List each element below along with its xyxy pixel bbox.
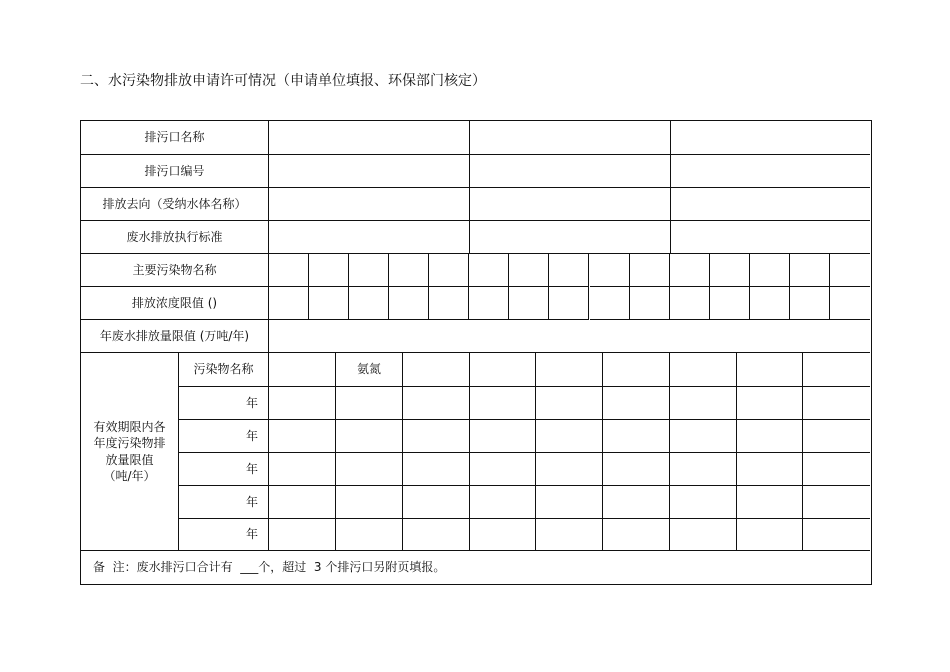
year-limit-cell-r3-5[interactable] bbox=[536, 453, 603, 486]
permit-table bbox=[80, 120, 872, 585]
year-limit-cell-r2-2[interactable] bbox=[336, 420, 403, 453]
year-limit-cell-r5-6[interactable] bbox=[603, 519, 670, 551]
outlet-name-cell-2[interactable] bbox=[470, 121, 671, 155]
year-label-1: 年 bbox=[179, 387, 269, 420]
year-limit-cell-r4-4[interactable] bbox=[469, 486, 536, 519]
standard-cell-3[interactable] bbox=[671, 221, 870, 254]
year-limit-cell-r2-7[interactable] bbox=[670, 420, 737, 453]
year-limit-cell-r1-8[interactable] bbox=[736, 387, 803, 420]
concentration-cell-6[interactable] bbox=[469, 287, 509, 320]
yearly-limit-label bbox=[81, 353, 179, 551]
concentration-cell-13[interactable] bbox=[750, 287, 790, 320]
concentration-cell-7[interactable] bbox=[509, 287, 549, 320]
year-label-5: 年 bbox=[179, 519, 269, 551]
year-limit-cell-r5-5[interactable] bbox=[536, 519, 603, 551]
pollutant-header-cell-6[interactable] bbox=[603, 353, 670, 387]
concentration-cell-5[interactable] bbox=[429, 287, 469, 320]
note-blank[interactable]: ___ bbox=[240, 559, 259, 574]
standard-cell-2[interactable] bbox=[470, 221, 671, 254]
concentration-cell-11[interactable] bbox=[670, 287, 710, 320]
year-limit-cell-r4-2[interactable] bbox=[336, 486, 403, 519]
year-limit-cell-r5-9[interactable] bbox=[803, 519, 870, 551]
year-limit-cell-r2-5[interactable] bbox=[536, 420, 603, 453]
year-limit-cell-r5-2[interactable] bbox=[336, 519, 403, 551]
section-heading: 二、水污染物排放申请许可情况（申请单位填报、环保部门核定） bbox=[80, 73, 486, 89]
year-limit-cell-r3-3[interactable] bbox=[403, 453, 470, 486]
year-limit-cell-r1-1[interactable] bbox=[269, 387, 336, 420]
concentration-cell-4[interactable] bbox=[389, 287, 429, 320]
pollutant-cell-1[interactable] bbox=[269, 254, 309, 287]
pollutant-header-cell-1[interactable] bbox=[269, 353, 336, 387]
row-label-outlet-name: 排污口名称 bbox=[81, 121, 269, 155]
concentration-cell-1[interactable] bbox=[269, 287, 309, 320]
yearly-limit-label-line-3: 放量限值 bbox=[105, 452, 154, 467]
pollutant-cell-3[interactable] bbox=[349, 254, 389, 287]
note-row bbox=[81, 551, 870, 583]
year-label-2: 年 bbox=[179, 420, 269, 453]
yearly-limit-label-line-2: 年度污染物排 bbox=[93, 436, 166, 451]
year-label-4: 年 bbox=[179, 486, 269, 519]
discharge-to-cell-2[interactable] bbox=[470, 188, 671, 221]
row-label-discharge-to: 排放去向（受纳水体名称） bbox=[81, 188, 269, 221]
year-limit-cell-r4-7[interactable] bbox=[670, 486, 737, 519]
year-limit-cell-r3-8[interactable] bbox=[736, 453, 803, 486]
year-limit-cell-r5-4[interactable] bbox=[469, 519, 536, 551]
year-limit-cell-r3-7[interactable] bbox=[670, 453, 737, 486]
year-limit-cell-r2-1[interactable] bbox=[269, 420, 336, 453]
year-limit-cell-r3-1[interactable] bbox=[269, 453, 336, 486]
outlet-name-cell-3[interactable] bbox=[671, 121, 870, 155]
year-limit-cell-r3-9[interactable] bbox=[803, 453, 870, 486]
year-limit-cell-r5-1[interactable] bbox=[269, 519, 336, 551]
pollutant-name-header: 污染物名称 bbox=[179, 353, 269, 387]
year-limit-cell-r2-3[interactable] bbox=[403, 420, 470, 453]
yearly-limit-label-line-1: 有效期限内各 bbox=[93, 420, 166, 435]
year-limit-cell-r3-6[interactable] bbox=[603, 453, 670, 486]
year-limit-cell-r3-4[interactable] bbox=[469, 453, 536, 486]
concentration-cell-12[interactable] bbox=[710, 287, 750, 320]
year-limit-cell-r2-4[interactable] bbox=[469, 420, 536, 453]
pollutant-cell-8[interactable] bbox=[549, 254, 589, 287]
pollutant-cell-10[interactable] bbox=[630, 254, 670, 287]
year-limit-cell-r4-3[interactable] bbox=[403, 486, 470, 519]
pollutant-cell-15[interactable] bbox=[830, 254, 870, 287]
year-limit-cell-r1-4[interactable] bbox=[469, 387, 536, 420]
pollutant-cell-4[interactable] bbox=[389, 254, 429, 287]
concentration-cell-14[interactable] bbox=[790, 287, 830, 320]
pollutant-cell-7[interactable] bbox=[509, 254, 549, 287]
pollutant-header-cell-8[interactable] bbox=[736, 353, 803, 387]
year-limit-cell-r5-8[interactable] bbox=[736, 519, 803, 551]
concentration-cell-3[interactable] bbox=[349, 287, 389, 320]
year-limit-cell-r1-9[interactable] bbox=[803, 387, 870, 420]
yearly-limit-label-line-4: （吨/年） bbox=[103, 468, 156, 483]
pollutant-cell-9[interactable] bbox=[590, 254, 630, 287]
pollutant-cell-14[interactable] bbox=[790, 254, 830, 287]
year-limit-cell-r1-7[interactable] bbox=[670, 387, 737, 420]
pollutant-header-cell-3[interactable] bbox=[403, 353, 470, 387]
annual-limit-cell[interactable] bbox=[269, 320, 870, 353]
concentration-cell-15[interactable] bbox=[830, 287, 870, 320]
discharge-to-cell-1[interactable] bbox=[269, 188, 470, 221]
year-limit-cell-r2-9[interactable] bbox=[803, 420, 870, 453]
discharge-to-cell-3[interactable] bbox=[671, 188, 870, 221]
pollutant-header-cell-5[interactable] bbox=[536, 353, 603, 387]
row-label-main-pollutants: 主要污染物名称 bbox=[81, 254, 269, 287]
pollutant-header-cell-7[interactable] bbox=[670, 353, 737, 387]
pollutant-cell-2[interactable] bbox=[309, 254, 349, 287]
concentration-cell-2[interactable] bbox=[309, 287, 349, 320]
year-limit-cell-r5-3[interactable] bbox=[403, 519, 470, 551]
year-limit-cell-r4-1[interactable] bbox=[269, 486, 336, 519]
row-label-concentration-limit: 排放浓度限值 () bbox=[81, 287, 269, 320]
pollutant-cell-13[interactable] bbox=[750, 254, 790, 287]
year-limit-cell-r1-2[interactable] bbox=[336, 387, 403, 420]
outlet-number-cell-2[interactable] bbox=[470, 155, 671, 188]
row-label-annual-limit: 年废水排放量限值 (万吨/年) bbox=[81, 320, 269, 353]
note-prefix: 备 注：废水排污口合计有 bbox=[93, 559, 241, 574]
year-limit-cell-r3-2[interactable] bbox=[336, 453, 403, 486]
outlet-number-cell-1[interactable] bbox=[269, 155, 470, 188]
pollutant-cell-6[interactable] bbox=[469, 254, 509, 287]
concentration-cell-10[interactable] bbox=[630, 287, 670, 320]
outlet-name-cell-1[interactable] bbox=[269, 121, 470, 155]
row-label-outlet-number: 排污口编号 bbox=[81, 155, 269, 188]
pollutant-header-cell-4[interactable] bbox=[469, 353, 536, 387]
year-limit-cell-r4-5[interactable] bbox=[536, 486, 603, 519]
pollutant-header-ammonia: 氨氮 bbox=[336, 353, 403, 387]
row-label-standard: 废水排放执行标准 bbox=[81, 221, 269, 254]
standard-cell-1[interactable] bbox=[269, 221, 470, 254]
year-limit-cell-r4-9[interactable] bbox=[803, 486, 870, 519]
pollutant-cell-11[interactable] bbox=[670, 254, 710, 287]
concentration-cell-9[interactable] bbox=[590, 287, 630, 320]
year-limit-cell-r2-6[interactable] bbox=[603, 420, 670, 453]
note-suffix: 个，超过 3 个排污口另附页填报。 bbox=[258, 559, 446, 574]
outlet-number-cell-3[interactable] bbox=[671, 155, 870, 188]
pollutant-cell-12[interactable] bbox=[710, 254, 750, 287]
pollutant-header-cell-9[interactable] bbox=[803, 353, 870, 387]
pollutant-cell-5[interactable] bbox=[429, 254, 469, 287]
concentration-cell-8[interactable] bbox=[549, 287, 589, 320]
year-limit-cell-r4-6[interactable] bbox=[603, 486, 670, 519]
year-limit-cell-r1-5[interactable] bbox=[536, 387, 603, 420]
year-limit-cell-r1-3[interactable] bbox=[403, 387, 470, 420]
year-limit-cell-r4-8[interactable] bbox=[736, 486, 803, 519]
year-label-3: 年 bbox=[179, 453, 269, 486]
year-limit-cell-r1-6[interactable] bbox=[603, 387, 670, 420]
year-limit-cell-r5-7[interactable] bbox=[670, 519, 737, 551]
year-limit-cell-r2-8[interactable] bbox=[736, 420, 803, 453]
